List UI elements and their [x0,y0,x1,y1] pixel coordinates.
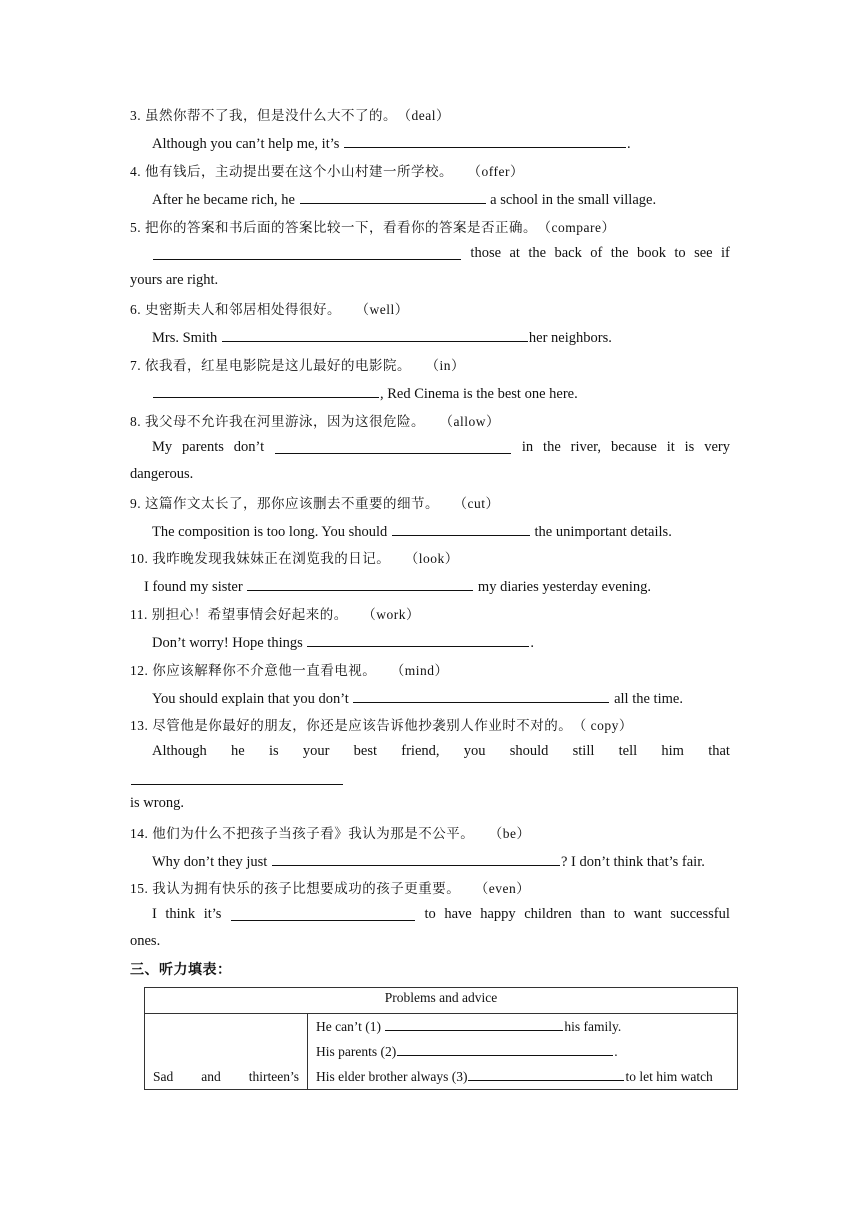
question-8-english [152,439,730,456]
question-9-chinese: 9. 这篇作文太长了，那你应该删去不重要的细节。 （cut） [130,496,500,511]
q4-text-before: After he became rich, he [152,192,295,208]
word: and [201,1069,221,1084]
word: it [666,439,675,455]
question-3-english [152,133,631,153]
q14-answer-blank[interactable] [272,851,560,866]
word: My [152,439,173,455]
word: have [444,906,472,922]
row-text-before: He can’t (1) [316,1019,381,1034]
question-6-english [152,327,612,347]
word: your [302,743,330,759]
word: children [524,906,572,922]
word: you [463,743,486,759]
word: Sad [153,1069,174,1084]
row-text-before: His parents (2) [316,1044,397,1059]
question-6-chinese: 6. 史密斯夫人和邻居相处得很好。 （well） [130,302,409,317]
q12-text-after: all the time. [614,691,683,707]
blank-3[interactable] [468,1066,624,1081]
question-15-continuation: ones. [130,933,161,949]
word: Although [152,743,207,759]
q13-answer-blank[interactable] [131,770,343,785]
question-7-english [152,383,578,403]
question-15-chinese: 15. 我认为拥有快乐的孩子比想要成功的孩子更重要。 （even） [130,881,531,896]
section-heading: 三、听力填表： [130,963,232,978]
q11-answer-blank[interactable] [307,632,529,647]
word: of [590,245,603,261]
word: back [554,245,582,261]
blank-1[interactable] [385,1016,563,1031]
question-13-english [152,743,730,760]
q4-answer-blank[interactable] [300,189,486,204]
q8-answer-blank[interactable] [275,439,511,454]
q3-answer-blank[interactable] [344,133,626,148]
q3-text-before: Although you can’t help me, it’s [152,136,340,152]
table-left-cell [145,1014,308,1090]
question-7-chinese: 7. 依我看，红星电影院是这儿最好的电影院。 （in） [130,358,466,373]
word: very [704,439,730,455]
question-10-chinese: 10. 我昨晚发现我妹妹正在浏览我的日记。 （look） [130,551,459,566]
word: those [470,245,502,261]
question-13-continuation: is wrong. [130,795,184,811]
word: to [424,906,436,922]
word: is [268,743,279,759]
q3-text-after: . [627,136,631,152]
question-8-chinese: 8. 我父母不允许我在河里游泳，因为这很危险。 （allow） [130,414,500,429]
word: the [543,439,561,455]
word: I [152,906,157,922]
question-11-chinese: 11. 别担心！希望事情会好起来的。 （work） [130,607,420,622]
q9-answer-blank[interactable] [392,521,530,536]
word: he [231,743,245,759]
q6-text-after: her neighbors. [528,330,612,346]
word: if [721,245,730,261]
word: best [353,743,378,759]
word: him [661,743,684,759]
question-12-english [152,688,683,708]
word: still [572,743,595,759]
q11-text-after: . [530,635,535,651]
question-12-chinese: 12. 你应该解释你不介意他一直看电视。 （mind） [130,663,449,678]
question-10-english [144,576,651,596]
word: book [636,245,666,261]
word: friend, [401,743,440,759]
question-8-continuation: dangerous. [130,466,194,482]
blank-2[interactable] [397,1041,613,1056]
question-4-english [152,189,656,209]
row-text-after: . [614,1044,618,1059]
word: it’s [203,906,222,922]
q7-answer-blank[interactable] [153,383,379,398]
word: tell [618,743,638,759]
row-text-after: his family. [564,1019,622,1034]
word: happy [480,906,516,922]
word: want [633,906,662,922]
q12-answer-blank[interactable] [353,688,609,703]
q9-text-after: the unimportant details. [534,524,672,540]
q15-answer-blank[interactable] [231,906,415,921]
question-13-blank-line [130,770,344,790]
word: should [509,743,549,759]
question-5-chinese: 5. 把你的答案和书后面的答案比较一下，看看你的答案是否正确。 （compare） [130,220,616,235]
q10-answer-blank[interactable] [247,576,473,591]
row-text-after: to let him watch [625,1069,713,1084]
question-9-english [152,521,672,541]
question-5-continuation: yours are right. [130,272,219,288]
word: to [674,245,686,261]
question-11-english [152,632,534,652]
word: to [613,906,626,922]
word: don’t [233,439,265,455]
word: think [165,906,196,922]
question-15-english [152,906,730,923]
table-right-cell [308,1014,738,1090]
q14-text-before: Why don’t they just [152,854,268,870]
q4-text-after: a school in the small village. [490,192,657,208]
q10-text-before: I found my sister [144,579,243,595]
q5-answer-blank[interactable] [153,245,461,260]
word: the [610,245,629,261]
q12-text-before: You should explain that you don’t [152,691,349,707]
word: at [509,245,520,261]
word: is [684,439,695,455]
listening-table [144,987,738,1090]
word: because [610,439,657,455]
question-4-chinese: 4. 他有钱后，主动提出要在这个小山村建一所学校。 （offer） [130,164,524,179]
q9-text-before: The composition is too long. You should [152,524,388,540]
question-14-chinese: 14. 他们为什么不把孩子当孩子看》我认为那是不公平。 （be） [130,826,531,841]
word: in [521,439,534,455]
row-text-before: His elder brother always (3) [316,1069,468,1084]
q7-text-after: , Red Cinema is the best one here. [380,386,578,402]
word: successful [670,906,730,922]
table-title: Problems and advice [145,988,738,1014]
question-14-english [152,851,705,871]
table-row [316,1064,729,1089]
q14-text-after: ? I don’t think that’s fair. [560,854,705,870]
q10-text-after: my diaries yesterday evening. [477,579,652,595]
word: the [528,245,547,261]
question-3-chinese: 3. 虽然你帮不了我，但是没什么大不了的。 （deal） [130,108,450,123]
word: that [708,743,730,759]
question-13-chinese: 13. 尽管他是你最好的朋友，你还是应该告诉他抄袭别人作业时不对的。 （ copy） [130,718,633,733]
word: than [580,906,606,922]
table-row [316,1039,729,1064]
question-5-english [152,245,730,262]
word: thirteen’s [248,1069,299,1084]
q11-text-before: Don’t worry! Hope things [152,635,303,651]
q6-answer-blank[interactable] [222,327,528,342]
word: parents [182,439,224,455]
table-row [316,1014,729,1039]
q6-text-before: Mrs. Smith [152,330,218,346]
word: see [694,245,713,261]
word: river, [570,439,602,455]
